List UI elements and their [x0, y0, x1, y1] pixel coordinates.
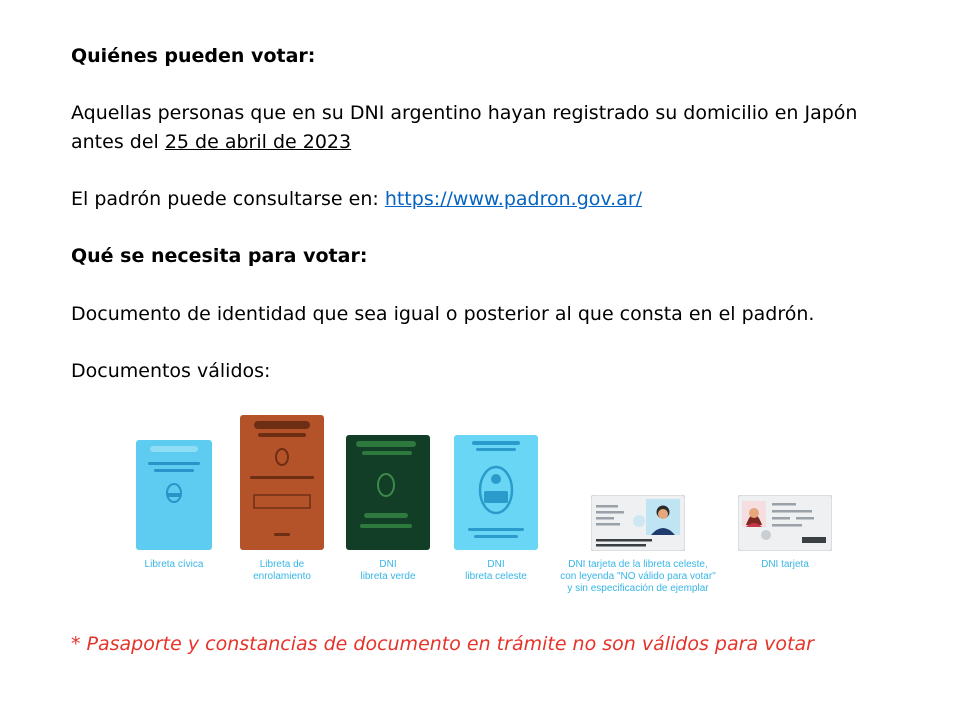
need-text: Documento de identidad que sea igual o posterior al que consta en el padrón. [71, 303, 815, 325]
caption-line: libreta verde [360, 571, 416, 582]
heading-who-can-vote: Quiénes pueden votar: [71, 45, 316, 67]
padron-link[interactable]: https://www.padron.gov.ar/ [384, 188, 643, 210]
caption-line: libreta celeste [465, 571, 527, 582]
who-text-line-1: Aquellas personas que en su DNI argentino hayan registrado su domicilio en Japón [71, 102, 858, 124]
caption-line: enrolamiento [253, 571, 311, 582]
caption-line: DNI [379, 559, 397, 570]
caption-dni-tarjeta-libreta-celeste [548, 559, 728, 595]
heading-what-needed: Qué se necesita para votar: [71, 245, 368, 267]
caption-dni-libreta-celeste [446, 559, 546, 583]
caption-line: DNI [487, 559, 505, 570]
libreta-civica-icon [136, 440, 212, 550]
caption-libreta-civica [124, 559, 224, 571]
dni-tarjeta-libreta-celeste-icon [591, 495, 685, 551]
padron-line [71, 187, 642, 211]
who-text-line-2 [71, 130, 351, 154]
caption-line: DNI tarjeta de la libreta celeste, [568, 559, 708, 570]
dni-libreta-verde-icon [346, 435, 430, 550]
libreta-enrolamiento-icon [240, 415, 324, 550]
caption-line: Libreta cívica [144, 559, 204, 570]
dni-tarjeta-icon [738, 495, 832, 551]
registration-deadline-date: 25 de abril de 2023 [164, 131, 352, 153]
valid-docs-label: Documentos válidos: [71, 360, 271, 382]
caption-line: DNI tarjeta [761, 559, 809, 570]
caption-line: con leyenda "NO válido para votar" [560, 571, 716, 582]
caption-dni-libreta-verde [338, 559, 438, 583]
footnote-invalid-documents: * Pasaporte y constancias de documento en trámite no son válidos para votar [71, 633, 814, 655]
caption-line: Libreta de [259, 559, 305, 570]
padron-prefix: El padrón puede consultarse en: [71, 188, 385, 210]
caption-dni-tarjeta [735, 559, 835, 571]
caption-line: y sin especificación de ejemplar [567, 583, 709, 594]
dni-libreta-celeste-icon [454, 435, 538, 550]
caption-libreta-enrolamiento [232, 559, 332, 583]
who-text-prefix: antes del [71, 131, 165, 153]
